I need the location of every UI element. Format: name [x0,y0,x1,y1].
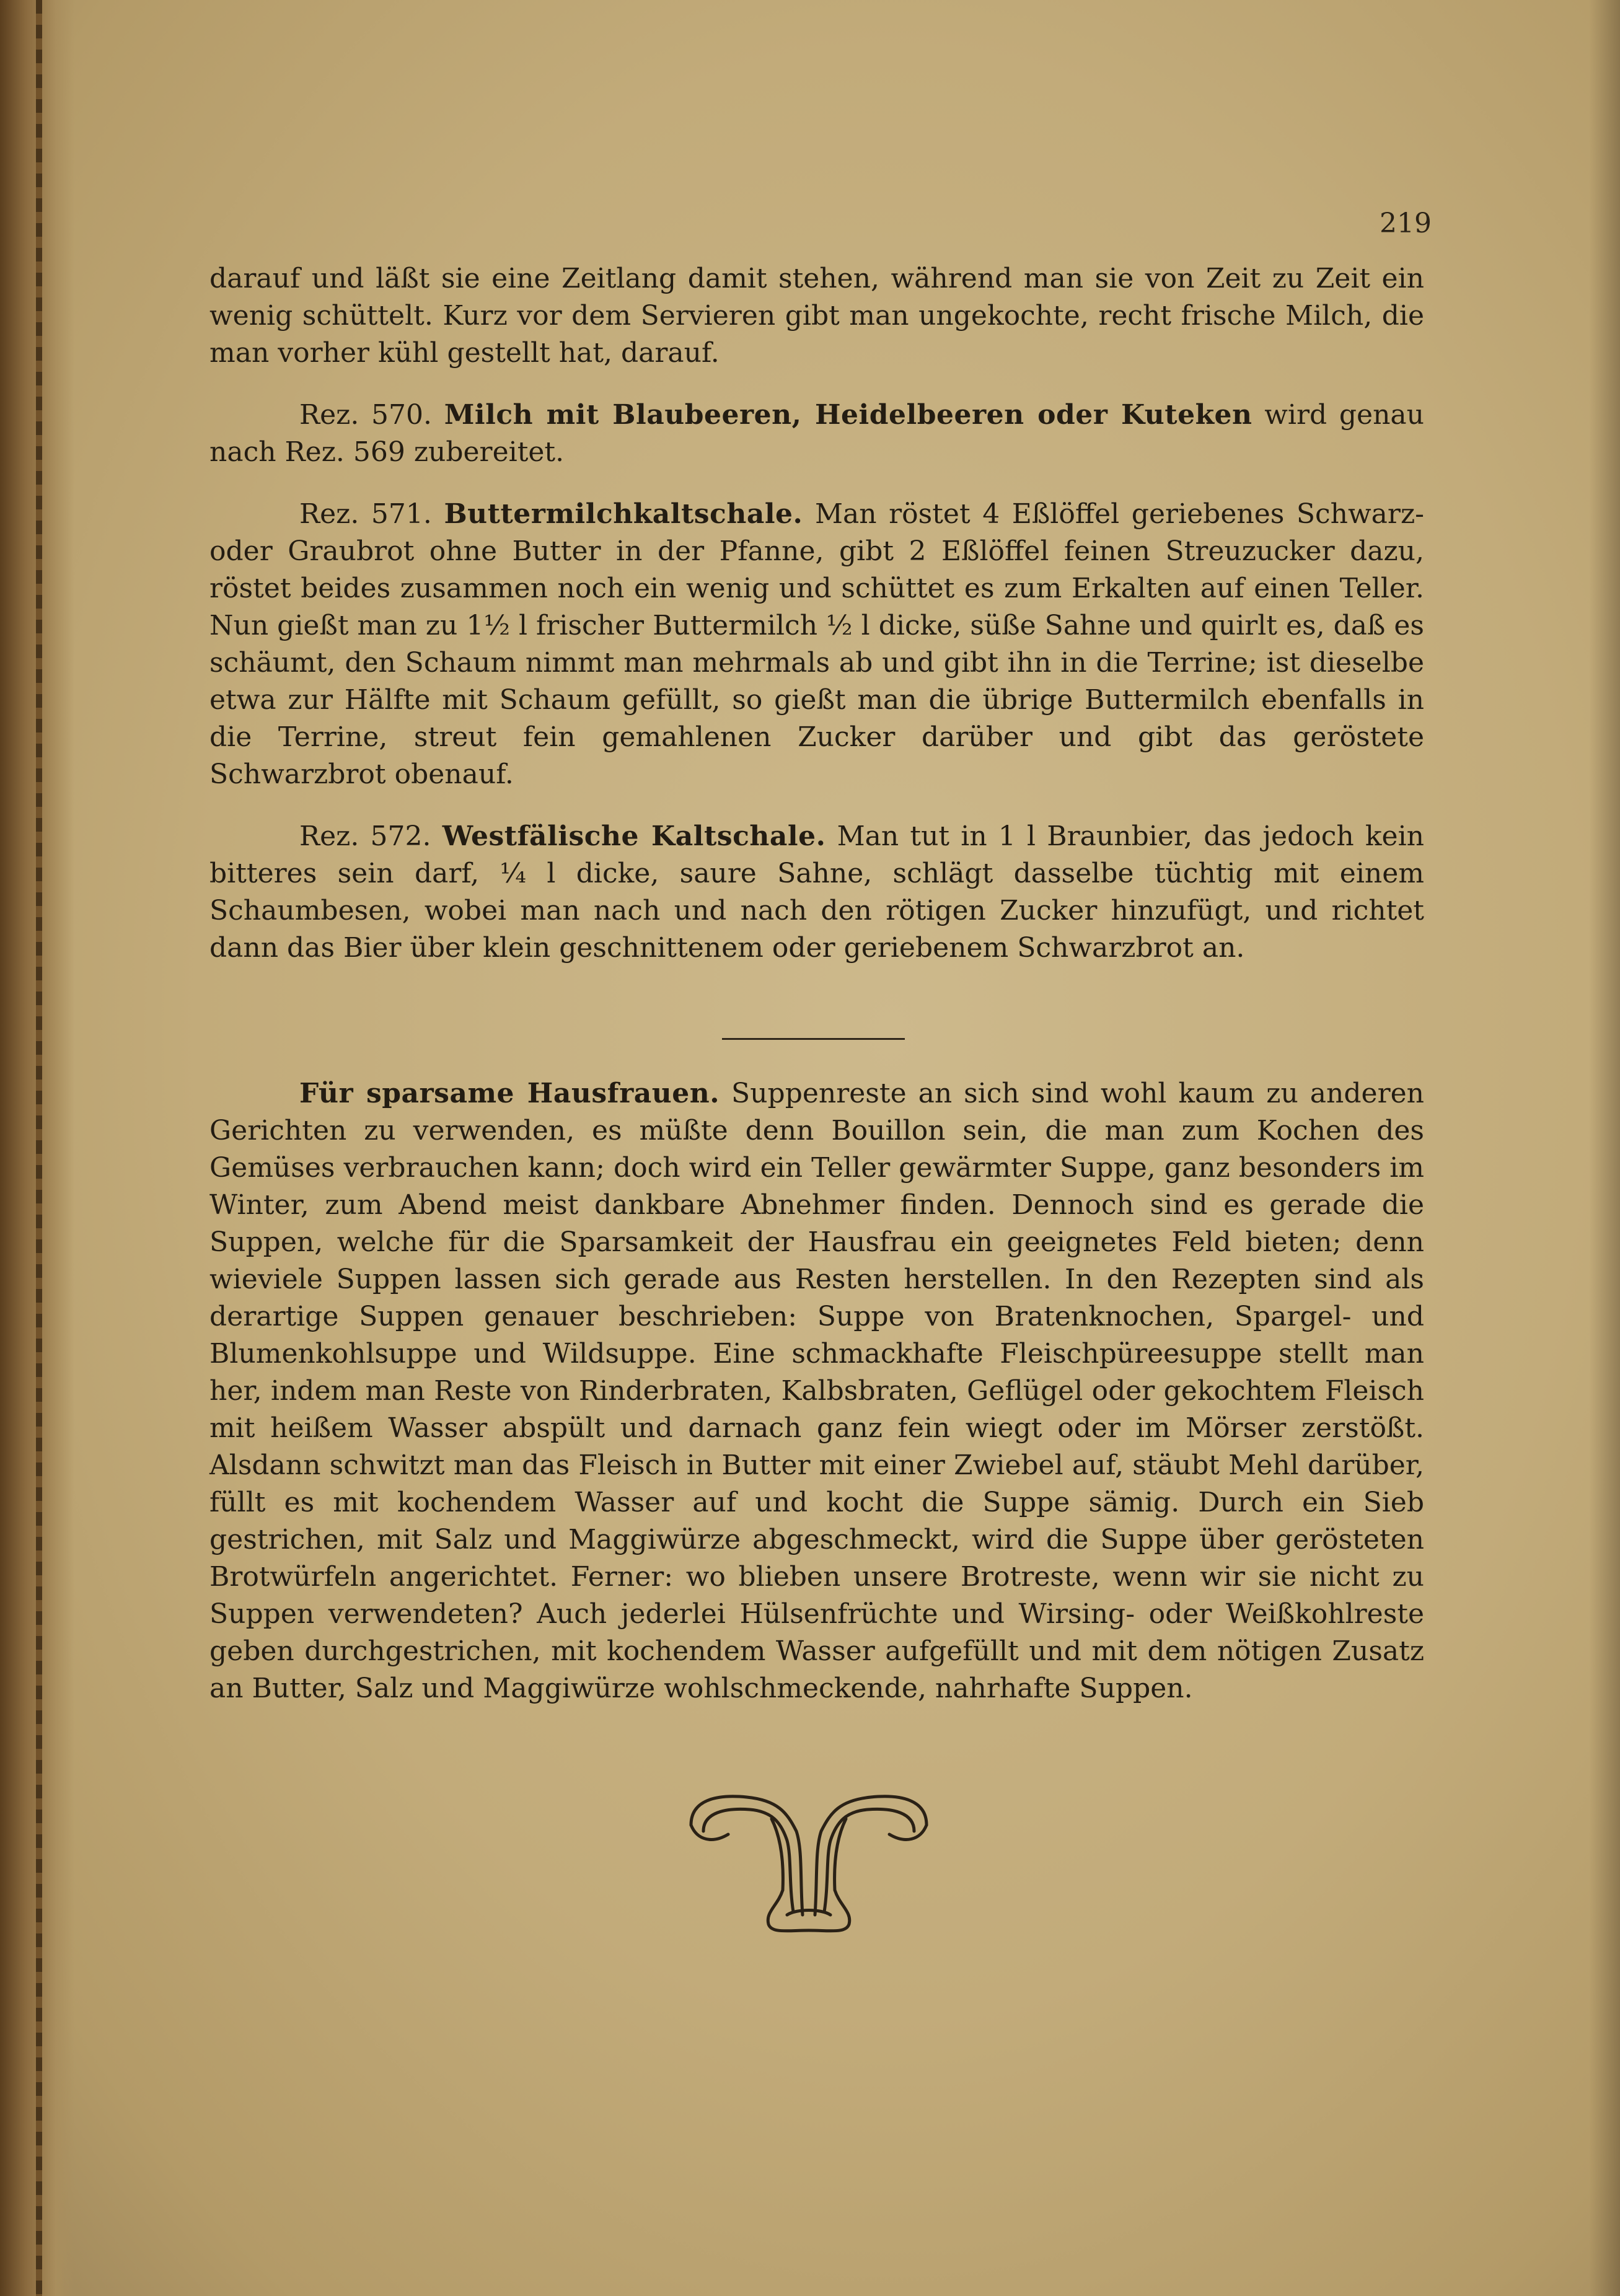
recipe-title: Milch mit Blaubeeren, Heidelbeeren oder Kuteken [444,399,1252,431]
recipe-570 [209,397,1424,471]
recipe-572 [209,818,1424,967]
decorative-ornament-icon [679,1782,939,1943]
section-body: Suppenreste an sich sind wohl kaum zu anderen Gerichten zu verwenden, es müßte denn Bouillon sein, die man zum Kochen des Gemüses verbrauchen kann; doch wird ein Teller gewärmter Suppe, ganz besonders im Winter, zum Abend meist dankbare Abnehmer finden. Dennoch sind es gerade die Suppen, welche für die Sparsamkeit der Hausfrau ein geeignetes Feld bieten; denn wieviele Suppen lassen sich gerade aus Resten herstellen. In den Rezepten sind als derartige Suppen genauer beschrieben: Suppe von Bratenknochen, Spargel- und Blumenkohlsuppe und Wildsuppe. Eine schmackhafte Fleischpüreesuppe stellt man her, indem man Reste von Rinderbraten, Kalbsbraten, Geflügel oder gekochtem Fleisch mit heißem Wasser abspült und darnach ganz fein wiegt oder im Mörser zerstößt. Alsdann schwitzt man das Fleisch in Butter mit einer Zwiebel auf, stäubt Mehl darüber, füllt es mit kochendem Wasser auf und kocht die Suppe sämig. Durch ein Sieb gestrichen, mit Salz und Maggiwürze abgeschmeckt, wird die Suppe über gerösteten Brotwürfeln angerichtet. Ferner: wo blieben unsere Brotreste, wenn wir sie nicht zu Suppen verwendeten? Auch jederlei Hülsenfrüchte und Wirsing- oder Weißkohlreste geben durchgestrichen, mit kochendem Wasser aufgefüllt und mit dem nötigen Zusatz an Butter, Salz und Maggiwürze wohlschmeckende, nahrhafte Suppen. [209,1078,1424,1704]
hausfrauen-paragraph [209,1075,1424,1707]
recipe-body: wird genau nach Rez. 569 zubereitet. [209,399,1424,468]
recipe-body: Man röstet 4 Eßlöffel geriebenes Schwarz- oder Graubrot ohne Butter in der Pfanne, gibt 2 Eßlöffel feinen Streuzucker dazu, röstet beides zusammen noch ein wenig und schüttet es zum Erkalten auf einen Teller. Nun gießt man zu 1½ l frischer Buttermilch ½ l dicke, süße Sahne und quirlt es, daß es schäumt, den Schaum nimmt man mehrmals ab und gibt ihn in die Terrine; ist dieselbe etwa zur Hälfte mit Schaum gefüllt, so gießt man die übrige Buttermilch ebenfalls in die Terrine, streut fein gemahlenen Zucker darüber und gibt das geröstete Schwarzbrot obenauf. [209,498,1424,790]
page-edge-shadow [1589,0,1620,2296]
recipe-body: Man tut in 1 l Braunbier, das jedoch kein bitteres sein darf, ¼ l dicke, saure Sahne, schlägt dasselbe tüchtig mit einem Schaumbesen, wobei man nach und nach den rötigen Zucker hinzufügt, und richtet dann das Bier über klein geschnittenem oder geriebenem Schwarzbrot an. [209,820,1424,964]
recipe-number: Rez. 572. [299,820,431,852]
recipe-title: Buttermilchkaltschale. [444,498,803,530]
section-title: Für sparsame Hausfrauen. [299,1078,720,1109]
section-divider [722,1038,905,1040]
recipe-number: Rez. 571. [299,498,432,530]
recipe-number: Rez. 570. [299,399,433,431]
recipe-571 [209,496,1424,793]
recipe-title: Westfälische Kaltschale. [442,820,826,852]
binding-stitching [36,0,42,2296]
hausfrauen-section [209,1075,1424,1707]
page-number: 219 [1380,208,1432,239]
page-text-block [209,260,1424,967]
paragraph-continuation: darauf und läßt sie eine Zeitlang damit stehen, während man sie von Zeit zu Zeit ein wenig schüttelt. Kurz vor dem Servieren gibt man ungekochte, recht frische Milch, die man vorher kühl gestellt hat, darauf. [209,263,1424,369]
